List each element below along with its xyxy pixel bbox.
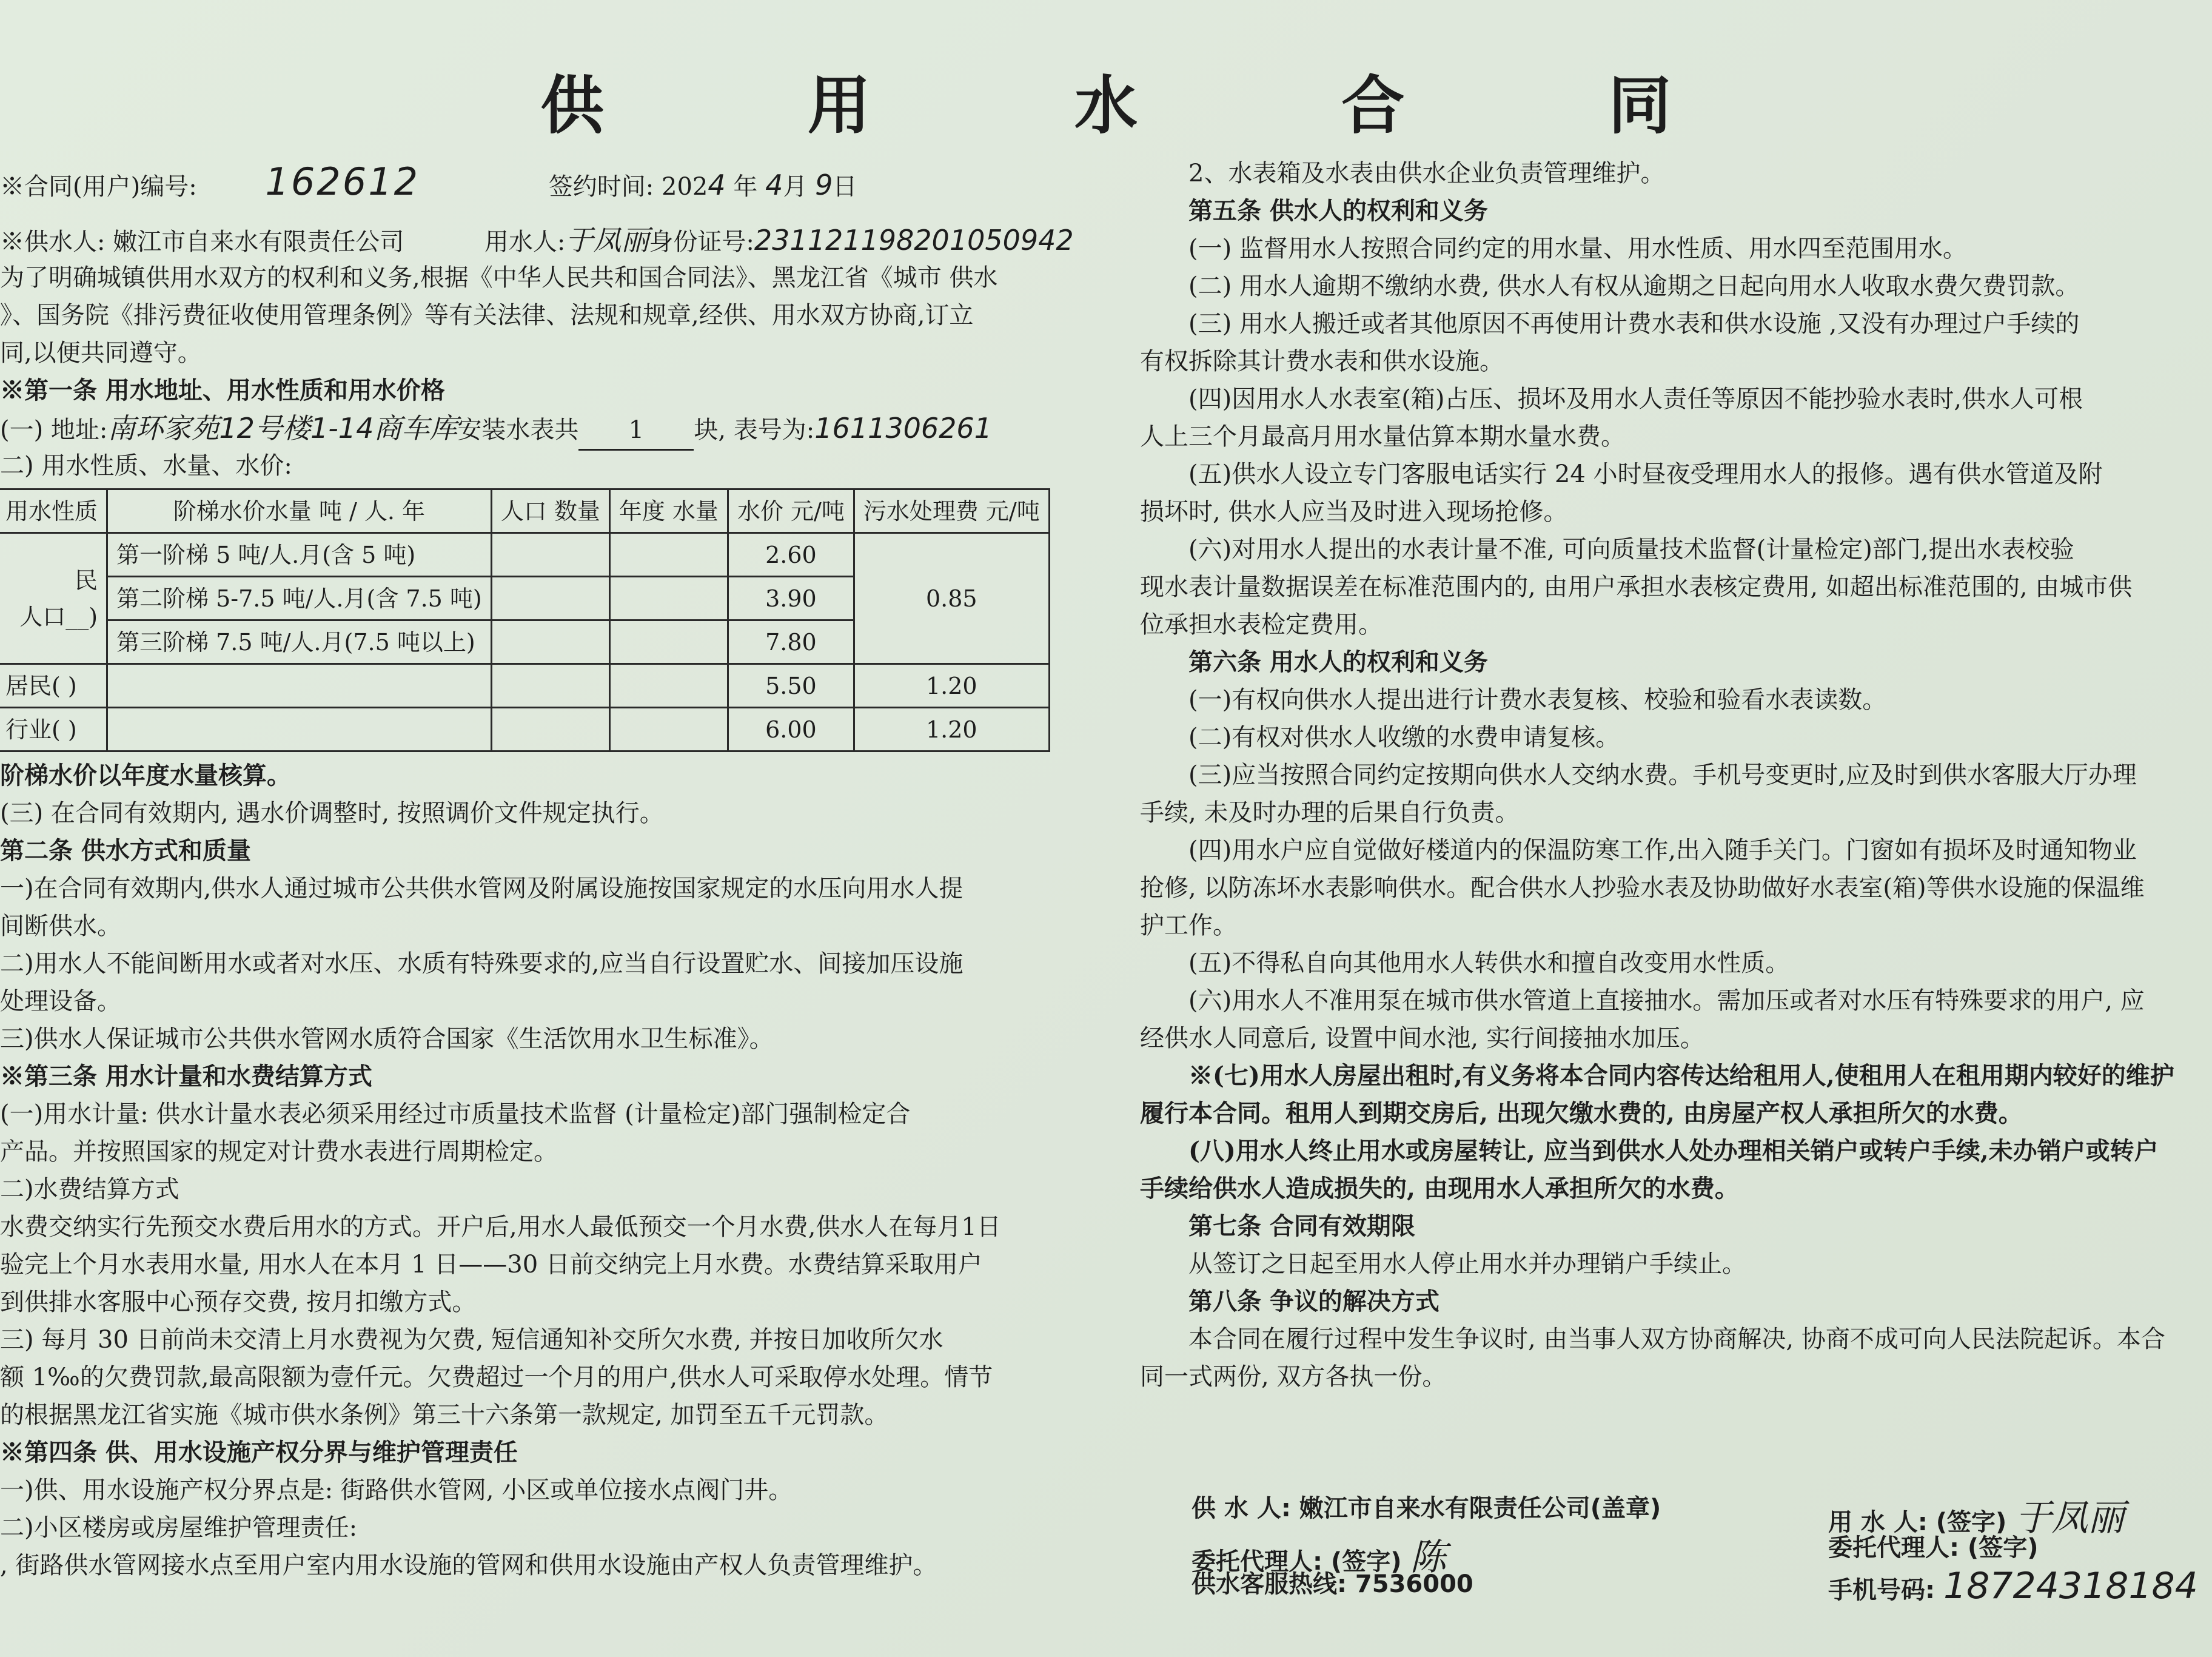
preamble-line: 为了明确城镇供用水双方的权利和义务,根据《中华人民共和国合同法》、黑龙江省《城市 供水 xyxy=(0,264,998,292)
phone-label: 手机号码: xyxy=(1828,1576,1935,1604)
right-line: 现水表计量数据误差在标准范围内的, 由用户承担水表核定费用, 如超出标准范围的, 由城市供 xyxy=(1140,573,2133,601)
table-header: 污水处理费 元/吨 xyxy=(854,489,1049,533)
supplier-agent-handwritten: 陈 xyxy=(1410,1536,1447,1579)
tier1-label: 第一阶梯 5 吨/人.月(含 5 吨) xyxy=(107,533,492,577)
row5-sewage: 1.20 xyxy=(854,708,1049,751)
right-line: (三) 用水人搬迁或者其他原因不再使用计费水表和供水设施 ,又没有办理过户手续的 xyxy=(1188,310,2080,338)
right-line: 位承担水表检定费用。 xyxy=(1140,611,1382,639)
tier1-price: 2.60 xyxy=(728,533,854,577)
right-line: 有权拆除其计费水表和供水设施。 xyxy=(1140,348,1504,375)
supplier-agent-label: 委托代理人: (签字) xyxy=(1191,1548,1402,1576)
supplier-signature: 供 水 人: 嫩江市自来水有限责任公司(盖章) xyxy=(1191,1494,1661,1522)
table-header: 用水性质 xyxy=(0,489,107,533)
right-line: (五)不得私自向其他用水人转供水和擅自改变用水性质。 xyxy=(1188,949,1790,977)
article2-line: 间断供水。 xyxy=(0,912,121,940)
meter-count: 1 xyxy=(578,411,694,451)
table-header: 水价 元/吨 xyxy=(728,489,854,533)
empty-cell xyxy=(609,620,728,664)
right-line: ※(七)用水人房屋出租时,有义务将本合同内容传达给租用人,使租用人在租用期内较好的维护 xyxy=(1188,1061,2174,1090)
user-name-handwritten: 于凤丽 xyxy=(565,224,649,257)
address-line xyxy=(0,409,1031,447)
phone-line xyxy=(1828,1565,2198,1607)
right-line: (一) 监督用水人按照合同约定的用水量、用水性质、用水四至范围用水。 xyxy=(1188,235,1967,263)
right-line: 2、水表箱及水表由供水企业负责管理维护。 xyxy=(1188,160,1665,187)
table-header: 人口 数量 xyxy=(491,489,609,533)
right-line: (四)因用水人水表室(箱)占压、损坏及用水人责任等原因不能抄验水表时,供水人可根 xyxy=(1188,385,2083,413)
resident-sewage: 0.85 xyxy=(854,533,1049,664)
table-row xyxy=(0,664,1049,708)
right-column xyxy=(1140,155,2212,1396)
sign-year: 4 xyxy=(708,169,726,201)
row4-sewage: 1.20 xyxy=(854,664,1049,708)
table-row xyxy=(0,708,1049,751)
contract-number-line xyxy=(0,155,1031,209)
left-column xyxy=(0,155,1074,1584)
sign-time-label: 签约时间: 202 xyxy=(548,173,708,201)
contract-no-label: ※合同(用户)编号: xyxy=(0,173,197,201)
empty-cell xyxy=(609,664,728,708)
table-header-row xyxy=(0,489,1049,533)
article4-line: 二)小区楼房或房屋维护管理责任: xyxy=(0,1514,358,1542)
empty-cell xyxy=(491,533,609,577)
user-agent: 委托代理人: (签字) xyxy=(1828,1534,2039,1562)
right-line: (二) 用水人逾期不缴纳水费, 供水人有权从逾期之日起向用水人收取水费欠费罚款。 xyxy=(1188,272,2080,300)
right-line: 护工作。 xyxy=(1140,912,1237,939)
article2-title: 第二条 供水方式和质量 xyxy=(0,836,251,865)
article1-sub2: 二) 用水性质、水量、水价: xyxy=(0,452,292,480)
id-number-handwritten: 231121198201050942 xyxy=(754,224,1074,257)
supplier-line: ※供水人: 嫩江市自来水有限责任公司 xyxy=(0,228,404,256)
sign-day: 9 xyxy=(815,169,833,201)
row5-label: 行业( ) xyxy=(0,708,107,751)
user-signature-handwritten: 于凤丽 xyxy=(2015,1497,2125,1539)
table-header: 年度 水量 xyxy=(609,489,728,533)
article2-line: 一)在合同有效期内,供水人通过城市公共供水管网及附属设施按国家规定的水压向用水人提 xyxy=(0,875,964,902)
article3-line: 到供排水客服中心预存交费, 按月扣缴方式。 xyxy=(0,1288,477,1316)
meter-number-handwritten: 1611306261 xyxy=(814,412,992,445)
right-line: 履行本合同。租用人到期交房后, 出现欠缴水费的, 由房屋产权人承担所欠的水费。 xyxy=(1140,1099,2023,1128)
resident-pop: 人口__) xyxy=(19,603,98,630)
right-line: 第六条 用水人的权利和义务 xyxy=(1188,648,1488,676)
article3-line: 产品。并按照国家的规定对计费水表进行周期检定。 xyxy=(0,1138,558,1166)
right-line: (三)应当按照合同约定按期向供水人交纳水费。手机号变更时,应及时到供水客服大厅办理 xyxy=(1188,761,2137,789)
id-label: 身份证号: xyxy=(649,228,754,256)
article4-line: , 街路供水管网接水点至用户室内用水设施的管网和供用水设施由产权人负责管理维护。 xyxy=(0,1551,937,1579)
table-header: 阶梯水价水量 吨 / 人. 年 xyxy=(107,489,492,533)
sign-month: 4 xyxy=(765,169,783,201)
row5-price: 6.00 xyxy=(728,708,854,751)
article3-line: 三) 每月 30 日前尚未交清上月水费视为欠费, 短信通知补交所欠水费, 并按日加收所欠水 xyxy=(0,1326,943,1354)
empty-cell xyxy=(609,708,728,751)
preamble-line: 》、国务院《排污费征收使用管理条例》等有关法律、法规和规章,经供、用水双方协商,订立 xyxy=(0,301,974,329)
right-line: 人上三个月最高月用水量估算本期水量水费。 xyxy=(1140,423,1625,451)
tier3-label: 第三阶梯 7.5 吨/人.月(7.5 吨以上) xyxy=(107,620,492,664)
right-line: 第五条 供水人的权利和义务 xyxy=(1188,197,1488,225)
contract-no-handwritten: 162612 xyxy=(265,160,420,204)
right-line: 同一式两份, 双方各执一份。 xyxy=(1140,1363,1447,1391)
parties-line xyxy=(0,221,1074,259)
right-line: (八)用水人终止用水或房屋转让, 应当到供水人处办理相关销户或转户手续,未办销户或转户 xyxy=(1188,1137,2159,1165)
right-line: 从签订之日起至用水人停止用水并办理销户手续止。 xyxy=(1188,1250,1746,1278)
phone-handwritten: 18724318184 xyxy=(1943,1565,2198,1607)
tier3-price: 7.80 xyxy=(728,620,854,664)
right-line: 手续, 未及时办理的后果自行负责。 xyxy=(1140,799,1520,827)
empty-cell xyxy=(491,620,609,664)
tier2-label: 第二阶梯 5-7.5 吨/人.月(含 7.5 吨) xyxy=(107,577,492,620)
preamble-line: 同,以便共同遵守。 xyxy=(0,339,202,367)
right-line: (六)对用水人提出的水表计量不准, 可向质量技术监督(计量检定)部门,提出水表校验 xyxy=(1188,536,2074,563)
right-line: 抢修, 以防冻坏水表影响供水。配合供水人抄验水表及协助做好水表室(箱)等供水设施的保温维 xyxy=(1140,874,2145,902)
article4-line: 一)供、用水设施产权分界点是: 街路供水管网, 小区或单位接水点阀门井。 xyxy=(0,1476,793,1504)
empty-cell xyxy=(491,664,609,708)
right-line: 手续给供水人造成损失的, 由现用水人承担所欠的水费。 xyxy=(1140,1174,1739,1203)
empty-cell xyxy=(491,577,609,620)
right-line: 经供水人同意后, 设置中间水池, 实行间接抽水加压。 xyxy=(1140,1024,1704,1052)
article3-line: 的根据黑龙江省实施《城市供水条例》第三十六条第一款规定, 加罚至五千元罚款。 xyxy=(0,1401,889,1429)
article1-sub3: (三) 在合同有效期内, 遇水价调整时, 按照调价文件规定执行。 xyxy=(0,799,664,827)
article3-line: 验完上个月水表用水量, 用水人在本月 1 日——30 日前交纳完上月水费。水费结算采取用户 xyxy=(0,1251,982,1279)
address-handwritten: 南环家苑12号楼1-14商车库 xyxy=(107,412,458,445)
address-label: (一) 地址: xyxy=(0,416,108,444)
resident-cell xyxy=(0,533,107,664)
meter-label: 安装水表共 xyxy=(457,416,579,444)
right-line: (一)有权向供水人提出进行计费水表复核、校验和验看水表读数。 xyxy=(1188,686,1887,714)
resident-label: 民 xyxy=(75,566,98,594)
user-label: 用水人: xyxy=(484,228,566,256)
row4-label: 居民( ) xyxy=(0,664,107,708)
right-line: 第八条 争议的解决方式 xyxy=(1188,1287,1439,1316)
empty-cell xyxy=(491,708,609,751)
contract-title: 供 用 水 合 同 xyxy=(540,68,1763,143)
tier-note: 阶梯水价以年度水量核算。 xyxy=(0,761,291,790)
right-line: (四)用水户应自觉做好楼道内的保温防寒工作,出入随手关门。门窗如有损坏及时通知物业 xyxy=(1188,836,2137,864)
article2-line: 处理设备。 xyxy=(0,987,121,1015)
article3-title: ※第三条 用水计量和水费结算方式 xyxy=(0,1062,372,1091)
empty-cell xyxy=(107,664,492,708)
table-row xyxy=(0,533,1049,577)
row4-price: 5.50 xyxy=(728,664,854,708)
empty-cell xyxy=(107,708,492,751)
meter-unit: 块, 表号为: xyxy=(694,416,815,444)
right-line: (二)有权对供水人收缴的水费申请复核。 xyxy=(1188,724,1620,751)
article2-line: 二)用水人不能间断用水或者对水压、水质有特殊要求的,应当自行设置贮水、间接加压设施 xyxy=(0,950,964,978)
year-unit: 年 xyxy=(733,173,758,201)
article4-title: ※第四条 供、用水设施产权分界与维护管理责任 xyxy=(0,1438,518,1467)
article2-line: 三)供水人保证城市公共供水管网水质符合国家《生活饮用水卫生标准》。 xyxy=(0,1025,774,1053)
right-line: (六)用水人不准用泵在城市供水管道上直接抽水。需加压或者对水压有特殊要求的用户, 应 xyxy=(1188,987,2145,1015)
article3-line: 二)水费结算方式 xyxy=(0,1175,179,1203)
article1-title: ※第一条 用水地址、用水性质和用水价格 xyxy=(0,376,445,405)
user-signature-label: 用 水 人: (签字) xyxy=(1828,1508,2007,1536)
tier2-price: 3.90 xyxy=(728,577,854,620)
right-line: (五)供水人设立专门客服电话实行 24 小时昼夜受理用水人的报修。遇有供水管道及附 xyxy=(1188,460,2103,488)
right-line: 本合同在履行过程中发生争议时, 由当事人双方协商解决, 协商不成可向人民法院起诉。本合 xyxy=(1188,1325,2165,1353)
day-unit: 日 xyxy=(833,173,857,201)
right-line: 第七条 合同有效期限 xyxy=(1188,1212,1415,1240)
article3-line: 水费交纳实行先预交水费后用水的方式。开户后,用水人最低预交一个月水费,供水人在每月1日 xyxy=(0,1213,1001,1241)
right-line: 损坏时, 供水人应当及时进入现场抢修。 xyxy=(1140,498,1568,526)
price-table xyxy=(0,488,1050,752)
empty-cell xyxy=(609,577,728,620)
article3-line: 额 1‰的欠费罚款,最高限额为壹仟元。欠费超过一个月的用户,供水人可采取停水处理。情节 xyxy=(0,1363,993,1391)
empty-cell xyxy=(609,533,728,577)
article3-line: (一)用水计量: 供水计量水表必须采用经过市质量技术监督 (计量检定)部门强制检定合 xyxy=(0,1100,911,1128)
hotline: 供水客服热线: 7536000 xyxy=(1191,1570,1473,1598)
month-unit: 月 xyxy=(783,173,808,201)
